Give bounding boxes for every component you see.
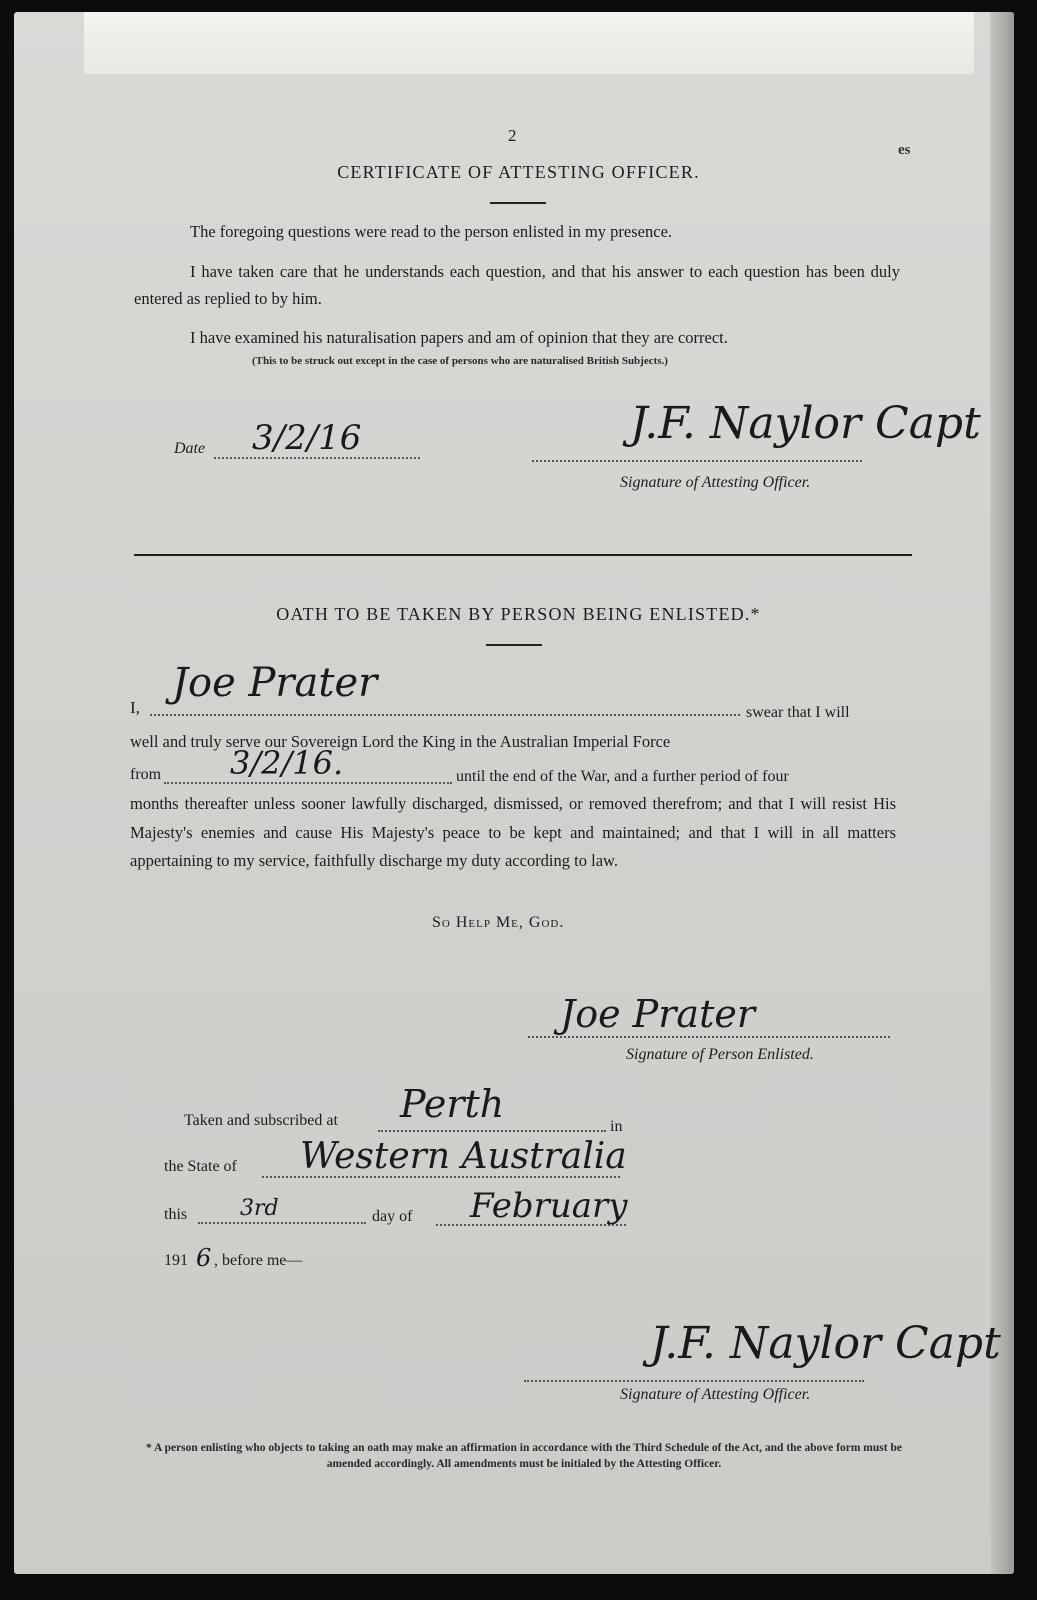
- enlisted-signature-line: [528, 1036, 890, 1038]
- officer-signature-caption: Signature of Attesting Officer.: [620, 474, 811, 491]
- enlisted-signature-caption: Signature of Person Enlisted.: [626, 1046, 814, 1063]
- this-label: this: [164, 1206, 188, 1223]
- oath-title-rule: [486, 644, 542, 646]
- oath-from-label: from: [130, 766, 162, 783]
- oath-until: until the end of the War, and a further period of four: [456, 768, 789, 785]
- title-rule: [490, 202, 546, 204]
- page-number: 2: [508, 126, 517, 145]
- oath-name-handwritten: Joe Prater: [172, 660, 378, 706]
- oath-i-label: I,: [130, 698, 140, 717]
- oath-title: OATH TO BE TAKEN BY PERSON BEING ENLISTED.*: [276, 604, 761, 624]
- before-me: , before me—: [214, 1252, 303, 1269]
- month-handwritten: February: [470, 1186, 628, 1226]
- date-handwritten: 3/2/16: [252, 418, 362, 458]
- so-help-me-god: So Help Me, God.: [432, 914, 565, 931]
- year-handwritten: 6: [196, 1244, 212, 1272]
- oath-line-2: well and truly serve our Sovereign Lord the King in the Australian Imperial Force: [130, 732, 671, 751]
- officer2-signature-caption: Signature of Attesting Officer.: [620, 1386, 811, 1403]
- place-handwritten: Perth: [400, 1082, 505, 1126]
- certificate-line-1: The foregoing questions were read to the person enlisted in my presence.: [190, 222, 673, 241]
- naturalisation-note: (This to be struck out except in the case of persons who are naturalised British Subjects.): [252, 355, 668, 367]
- officer-signature-line: [532, 460, 862, 462]
- taken-subscribed-label: Taken and subscribed at: [184, 1112, 338, 1129]
- oath-swear: swear that I will: [746, 704, 850, 721]
- enlisted-signature: Joe Prater: [560, 992, 755, 1036]
- certificate-title: CERTIFICATE OF ATTESTING OFFICER.: [337, 162, 700, 182]
- state-handwritten: Western Australia: [300, 1136, 627, 1177]
- day-of-label: day of: [372, 1208, 413, 1225]
- oath-from-handwritten: 3/2/16.: [230, 744, 344, 782]
- place-line: [378, 1130, 606, 1132]
- oath-body: months thereafter unless sooner lawfully discharged, dismissed, or removed therefrom; and that I will resist His Majesty's enemies and cause His Majesty's peace to be kept and maintained; and that I will in all matters appertaining to my service, faithfully discharge my duty according to law.: [130, 794, 896, 870]
- state-label: the State of: [164, 1158, 237, 1175]
- footnote: * A person enlisting who objects to taking an oath may make an affirmation in accordance with the Third Schedule of the Act, and the above form must be amended accordingly. All amendments must be initialed by the Attesting Officer.: [146, 1442, 902, 1470]
- oath-from-line: [164, 782, 452, 784]
- paper-fold-strip: [84, 12, 974, 74]
- year-prefix: 191: [164, 1252, 188, 1269]
- officer2-signature-line: [524, 1380, 864, 1382]
- officer2-signature: J.F. Naylor Capt: [650, 1318, 1001, 1369]
- section-divider: [134, 554, 912, 556]
- in-label: in: [610, 1118, 623, 1135]
- certificate-line-2: I have taken care that he understands each question, and that his answer to each question has been duly entered as replied to by him.: [134, 262, 900, 308]
- corner-mark: es: [898, 142, 911, 158]
- date-label: Date: [174, 440, 206, 457]
- oath-name-line: [150, 714, 740, 716]
- day-line: [198, 1222, 366, 1224]
- day-handwritten: 3rd: [240, 1196, 279, 1221]
- certificate-line-3: I have examined his naturalisation papers and am of opinion that they are correct.: [190, 328, 728, 347]
- officer-signature: J.F. Naylor Capt: [630, 398, 981, 449]
